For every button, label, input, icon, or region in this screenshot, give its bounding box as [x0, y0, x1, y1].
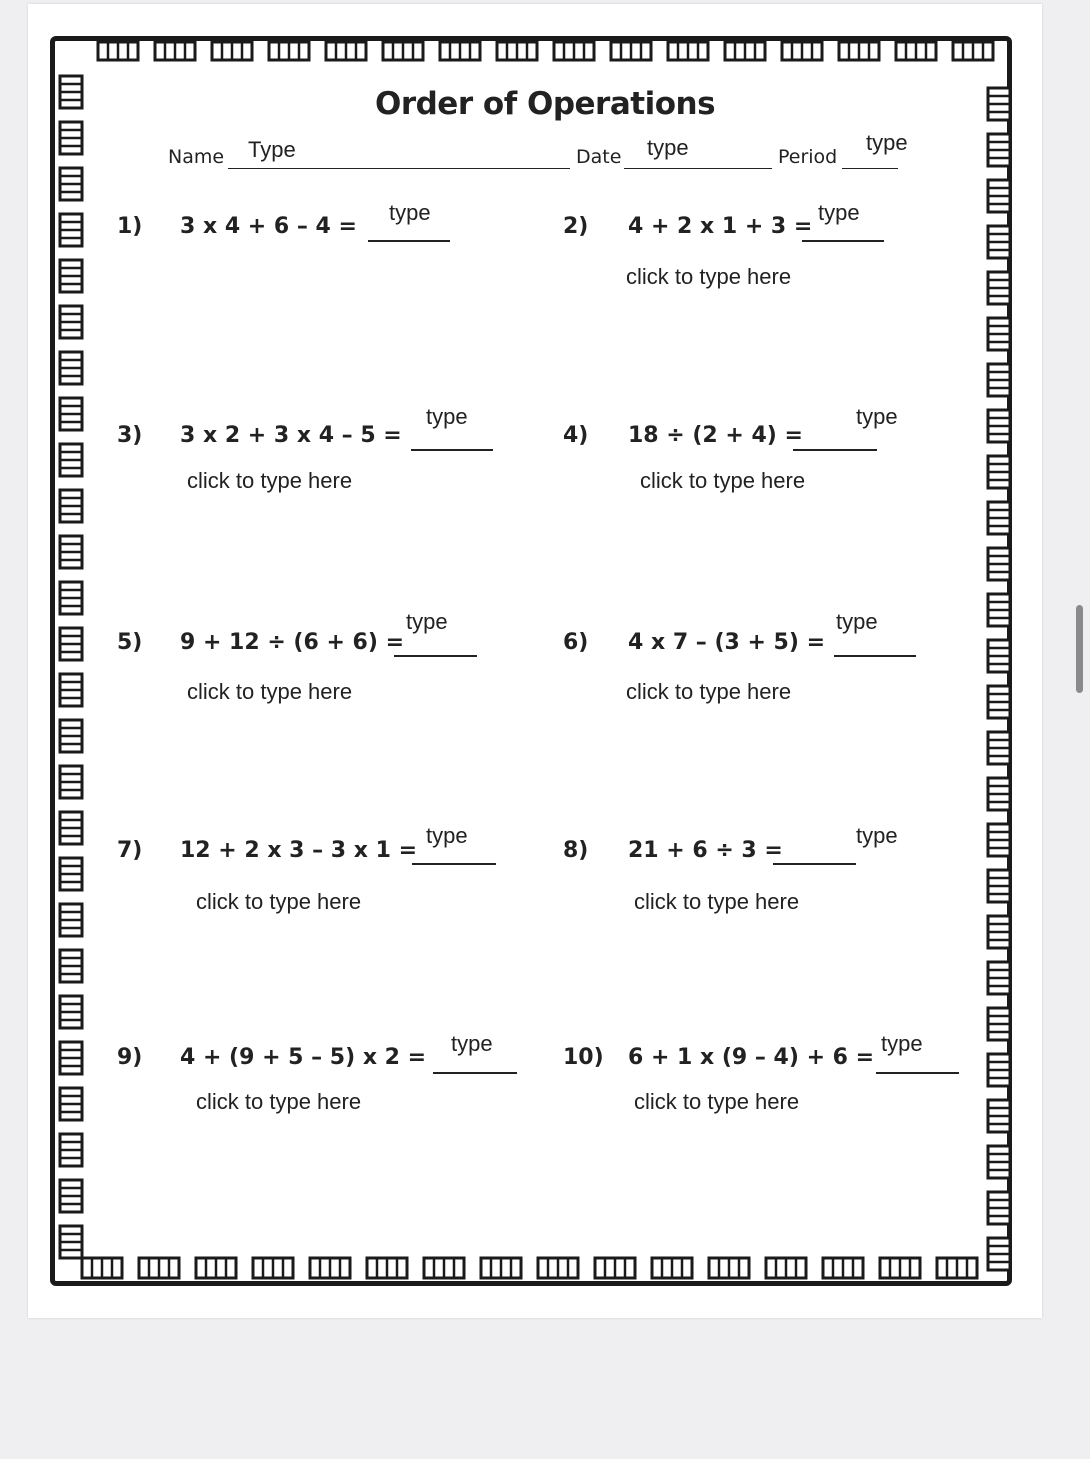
- border-block: [652, 1258, 692, 1278]
- period-field[interactable]: type: [866, 130, 908, 155]
- problem-number: 9): [117, 1045, 143, 1070]
- border-block: [440, 42, 480, 60]
- border-block: [988, 548, 1010, 580]
- border-block: [60, 720, 82, 752]
- answer-underline: [412, 863, 496, 865]
- border-block: [988, 870, 1010, 902]
- border-block: [60, 674, 82, 706]
- border-block: [60, 1134, 82, 1166]
- border-block: [60, 1180, 82, 1212]
- border-block: [60, 398, 82, 430]
- border-block: [766, 1258, 806, 1278]
- border-block: [60, 582, 82, 614]
- problem-number: 1): [117, 214, 143, 239]
- border-block: [367, 1258, 407, 1278]
- border-block: [139, 1258, 179, 1278]
- border-block: [725, 42, 765, 60]
- border-block: [668, 42, 708, 60]
- border-block: [988, 1146, 1010, 1178]
- border-block: [60, 1088, 82, 1120]
- answer-underline: [394, 655, 477, 657]
- border-block: [988, 1192, 1010, 1224]
- border-block: [611, 42, 651, 60]
- border-block: [155, 42, 195, 60]
- problem-number: 3): [117, 423, 143, 448]
- work-field[interactable]: click to type here: [187, 468, 353, 493]
- border-block: [554, 42, 594, 60]
- work-field[interactable]: click to type here: [626, 264, 792, 289]
- problem-number: 5): [117, 630, 143, 655]
- border-block: [60, 444, 82, 476]
- border-block: [880, 1258, 920, 1278]
- problem-expression: 9 + 12 ÷ (6 + 6) =: [180, 630, 404, 655]
- border-block: [988, 1100, 1010, 1132]
- problem-expression: 6 + 1 x (9 – 4) + 6 =: [628, 1045, 875, 1070]
- border-block: [953, 42, 993, 60]
- problem-expression: 4 + (9 + 5 – 5) x 2 =: [180, 1045, 427, 1070]
- answer-underline: [773, 863, 856, 865]
- answer-field[interactable]: type: [426, 404, 468, 429]
- border-block: [988, 962, 1010, 994]
- border-block: [60, 536, 82, 568]
- border-block: [896, 42, 936, 60]
- answer-field[interactable]: type: [406, 609, 448, 634]
- problem-expression: 18 ÷ (2 + 4) =: [628, 423, 803, 448]
- date-field[interactable]: type: [647, 135, 689, 160]
- border-block: [212, 42, 252, 60]
- border-block: [60, 1042, 82, 1074]
- answer-underline: [802, 240, 884, 242]
- period-underline: [842, 168, 898, 169]
- border-block: [60, 996, 82, 1028]
- name-label: Name: [168, 146, 225, 168]
- border-block: [988, 226, 1010, 258]
- border-block: [60, 812, 82, 844]
- work-field[interactable]: click to type here: [634, 1089, 800, 1114]
- border-block: [538, 1258, 578, 1278]
- border-block: [60, 766, 82, 798]
- border-block: [60, 904, 82, 936]
- problem-number: 7): [117, 838, 143, 863]
- problem-number: 4): [563, 423, 589, 448]
- border-block: [988, 502, 1010, 534]
- date-underline: [624, 168, 772, 169]
- border-block: [988, 318, 1010, 350]
- work-field[interactable]: click to type here: [626, 679, 792, 704]
- border-block: [988, 686, 1010, 718]
- work-field[interactable]: click to type here: [196, 1089, 362, 1114]
- answer-underline: [876, 1072, 959, 1074]
- problem-number: 10): [563, 1045, 604, 1070]
- border-block: [988, 364, 1010, 396]
- date-label: Date: [576, 146, 622, 168]
- answer-field[interactable]: type: [856, 823, 898, 848]
- border-block: [326, 42, 366, 60]
- border-block: [60, 306, 82, 338]
- problem-expression: 12 + 2 x 3 – 3 x 1 =: [180, 838, 418, 863]
- work-field[interactable]: click to type here: [196, 889, 362, 914]
- border-block: [988, 732, 1010, 764]
- border-block: [988, 778, 1010, 810]
- answer-underline: [411, 449, 493, 451]
- answer-field[interactable]: type: [389, 200, 431, 225]
- work-field[interactable]: click to type here: [640, 468, 806, 493]
- answer-field[interactable]: type: [836, 609, 878, 634]
- answer-underline: [793, 449, 877, 451]
- border-block: [839, 42, 879, 60]
- border-block: [60, 628, 82, 660]
- vertical-scrollbar[interactable]: [1076, 605, 1083, 693]
- problem-expression: 4 x 7 – (3 + 5) =: [628, 630, 826, 655]
- border-block: [988, 272, 1010, 304]
- border-block: [988, 916, 1010, 948]
- problem-expression: 4 + 2 x 1 + 3 =: [628, 214, 813, 239]
- border-block: [60, 260, 82, 292]
- answer-field[interactable]: type: [818, 200, 860, 225]
- answer-underline: [433, 1072, 517, 1074]
- period-label: Period: [778, 146, 838, 168]
- border-block: [253, 1258, 293, 1278]
- border-block: [481, 1258, 521, 1278]
- answer-field[interactable]: type: [856, 404, 898, 429]
- problem-number: 8): [563, 838, 589, 863]
- border-block: [60, 214, 82, 246]
- border-block: [60, 858, 82, 890]
- border-block: [60, 950, 82, 982]
- border-block: [988, 410, 1010, 442]
- border-block: [196, 1258, 236, 1278]
- border-block: [937, 1258, 977, 1278]
- border-block: [60, 1226, 82, 1258]
- border-block: [98, 42, 138, 60]
- border-block: [269, 42, 309, 60]
- border-block: [60, 490, 82, 522]
- border-block: [383, 42, 423, 60]
- work-field[interactable]: click to type here: [187, 679, 353, 704]
- border-block: [988, 1238, 1010, 1270]
- problem-expression: 3 x 4 + 6 – 4 =: [180, 214, 357, 239]
- answer-field[interactable]: type: [881, 1031, 923, 1056]
- border-block: [988, 180, 1010, 212]
- border-block: [988, 824, 1010, 856]
- border-block: [424, 1258, 464, 1278]
- border-block: [60, 168, 82, 200]
- border-block: [709, 1258, 749, 1278]
- problem-number: 2): [563, 214, 589, 239]
- border-block: [988, 134, 1010, 166]
- problem-expression: 3 x 2 + 3 x 4 – 5 =: [180, 423, 402, 448]
- border-block: [82, 1258, 122, 1278]
- worksheet-title: Order of Operations: [374, 86, 716, 122]
- problem-number: 6): [563, 630, 589, 655]
- border-block: [823, 1258, 863, 1278]
- border-block: [497, 42, 537, 60]
- border-block: [595, 1258, 635, 1278]
- name-underline: [228, 168, 570, 169]
- border-block: [988, 1008, 1010, 1040]
- answer-underline: [834, 655, 916, 657]
- border-block: [988, 594, 1010, 626]
- answer-underline: [368, 240, 450, 242]
- border-block: [782, 42, 822, 60]
- border-block: [988, 1054, 1010, 1086]
- border-block: [310, 1258, 350, 1278]
- border-block: [60, 352, 82, 384]
- problem-expression: 21 + 6 ÷ 3 =: [628, 838, 783, 863]
- name-field[interactable]: Type: [248, 137, 296, 162]
- work-field[interactable]: click to type here: [634, 889, 800, 914]
- border-block: [988, 456, 1010, 488]
- answer-field[interactable]: type: [451, 1031, 493, 1056]
- border-block: [988, 640, 1010, 672]
- border-block: [60, 122, 82, 154]
- answer-field[interactable]: type: [426, 823, 468, 848]
